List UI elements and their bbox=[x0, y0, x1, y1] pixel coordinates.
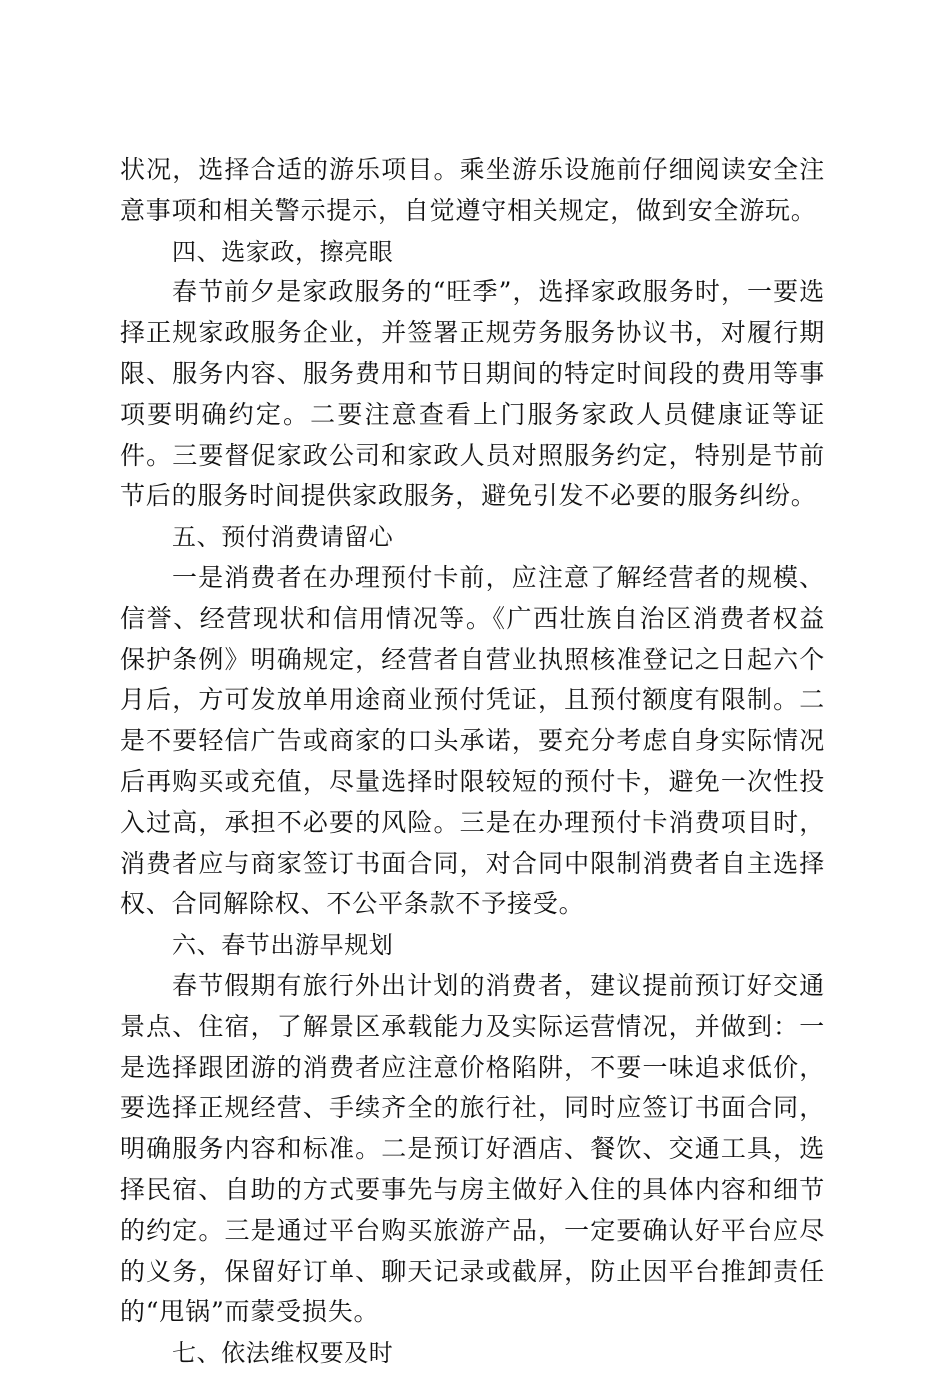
section-heading-5: 五、预付消费请留心 bbox=[172, 523, 394, 552]
section-heading-7: 七、依法维权要及时 bbox=[172, 1339, 394, 1368]
paragraph-continued: 状况，选择合适的游乐项目。乘坐游乐设施前仔细阅读安全注意事项和相关警示提示，自觉遵守相关规定，做到安全游玩。 bbox=[120, 155, 825, 225]
document-page bbox=[120, 150, 825, 1374]
paragraph-travel: 春节假期有旅行外出计划的消费者，建议提前预订好交通景点、住宿，了解景区承载能力及实际运营情况，并做到：一是选择跟团游的消费者应注意价格陷阱，不要一味追求低价，要选择正规经营、手续齐全的旅行社，同时应签订书面合同，明确服务内容和标准。二是预订好酒店、餐饮、交通工具，选择民宿、自助的方式要事先与房主做好入住的具体内容和细节的约定。三是通过平台购买旅游产品，一定要确认好平台应尽的义务，保留好订单、聊天记录或截屏，防止因平台推卸责任的“甩锅”而蒙受损失。 bbox=[120, 970, 825, 1327]
paragraph-prepaid: 一是消费者在办理预付卡前，应注意了解经营者的规模、信誉、经营现状和信用情况等。《广西壮族自治区消费者权益保护条例》明确规定，经营者自营业执照核准登记之日起六个月后，方可发放单用途商业预付凭证，且预付额度有限制。二是不要轻信广告或商家的口头承诺，要充分考虑自身实际情况后再购买或充值，尽量选择时限较短的预付卡，避免一次性投入过高，承担不必要的风险。三是在办理预付卡消费项目时，消费者应与商家签订书面合同，对合同中限制消费者自主选择权、合同解除权、不公平条款不予接受。 bbox=[120, 562, 825, 919]
paragraph-housekeeping: 春节前夕是家政服务的“旺季”，选择家政服务时，一要选择正规家政服务企业，并签署正规劳务服务协议书，对履行期限、服务内容、服务费用和节日期间的特定时间段的费用等事项要明确约定。二要注意查看上门服务家政人员健康证等证件。三要督促家政公司和家政人员对照服务约定，特别是节前节后的服务时间提供家政服务，避免引发不必要的服务纠纷。 bbox=[120, 277, 825, 511]
section-heading-6: 六、春节出游早规划 bbox=[172, 931, 394, 960]
section-heading-4: 四、选家政，擦亮眼 bbox=[172, 237, 394, 266]
